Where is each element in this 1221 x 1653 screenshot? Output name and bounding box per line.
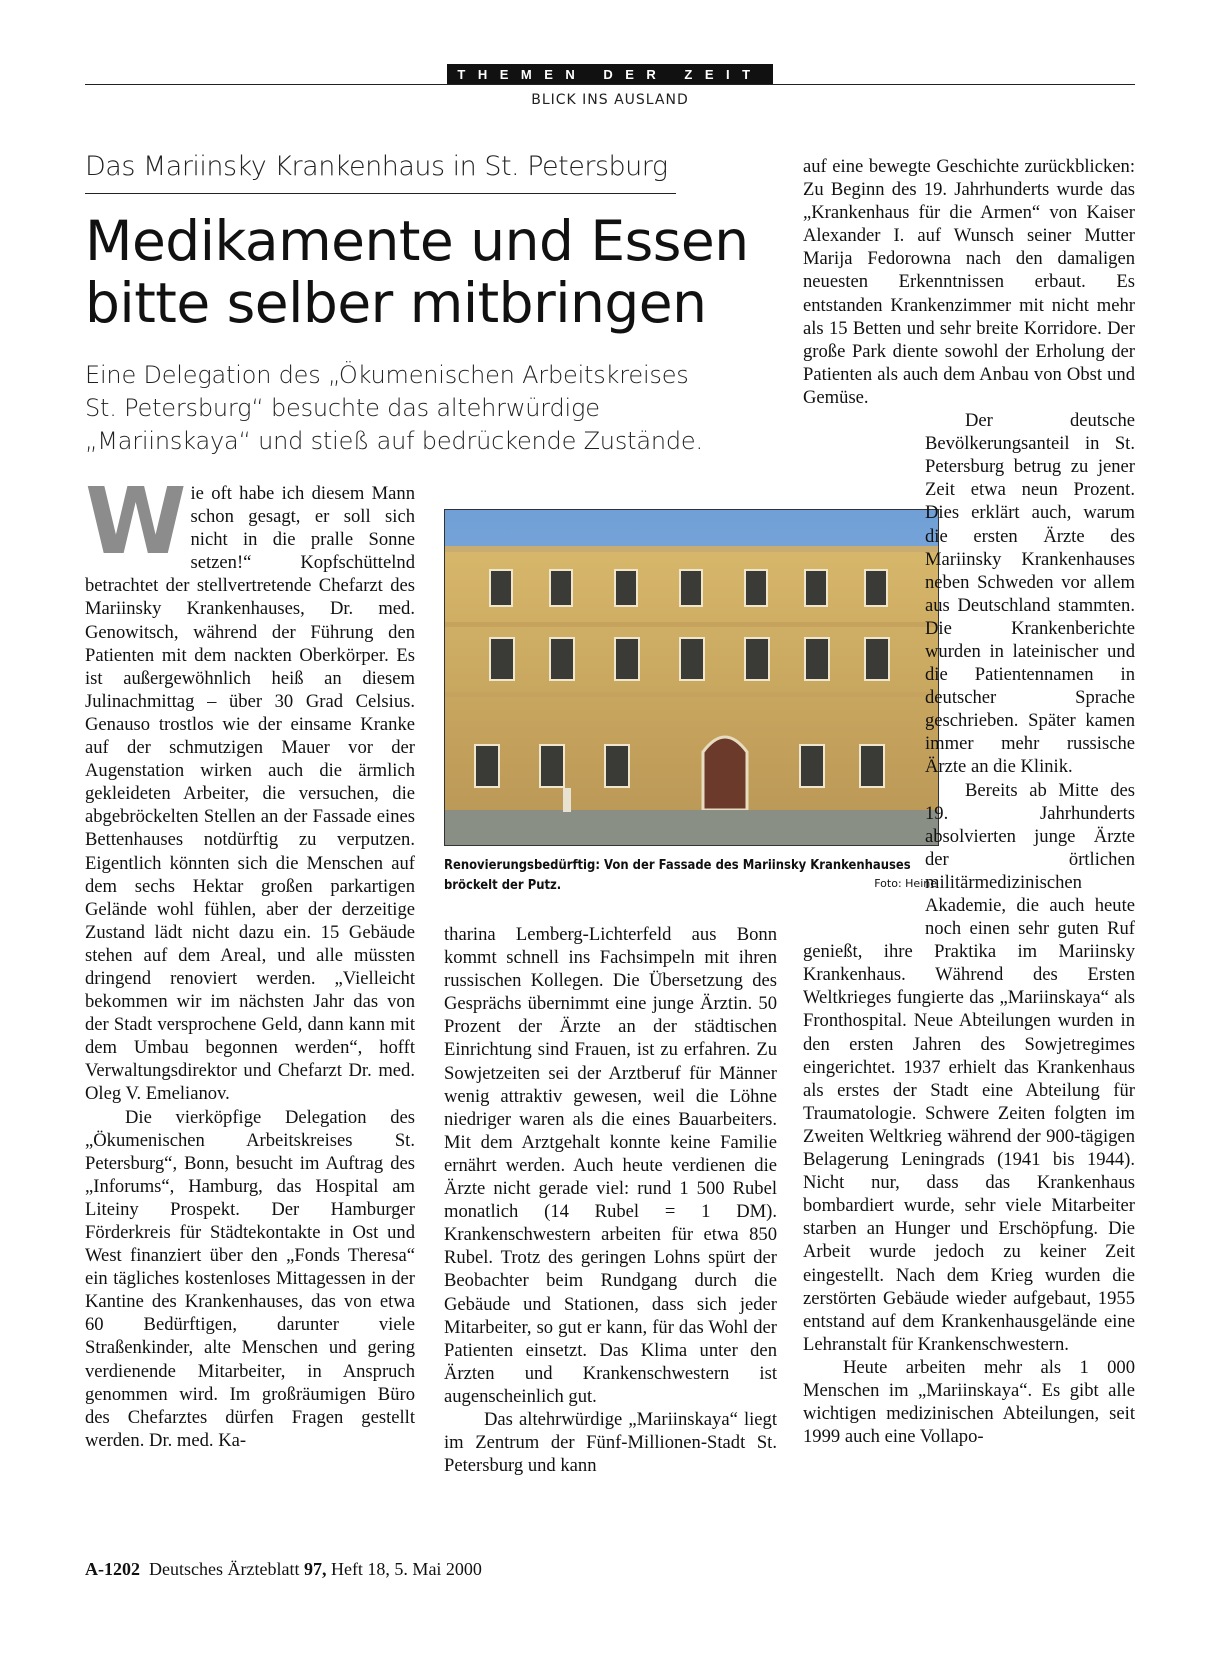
page-footer [85,1559,482,1580]
lead-line: Eine Delegation des „Ökumenischen Arbeitskreises [85,361,689,389]
paragraph: auf eine bewegte Geschichte zurückblicken: Zu Beginn des 19. Jahrhunderts wurde das „Krankenhaus für die Armen“ von Kaiser Alexander I. auf Wunsch seiner Mutter Marija Fedorowna nach den damaligen neuesten Erkenntnissen erbaut. Es entstanden Krankenzimmer mit nicht mehr als 15 Betten und sehr breite Korridore. Der große Park diente sowohl der Erholung der Patienten als auch dem Anbau von Obst und Gemüse. [803,156,1135,408]
section-label: THEMEN DER ZEIT [447,64,773,85]
paragraph: ie oft habe ich diesem Mann schon gesagt, er soll sich nicht in die pralle Sonne setzen!“ Kopfschüttelnd betrachtet der stellvertretende Chefarzt des Mariinsky Krankenhauses, Dr. med. Genowitsch, während der Führung den Patienten mit dem nackten Oberkörper. Es ist außergewöhnlich heiß an diesem Julinachmittag – über 30 Grad Celsius. Genauso trostlos wie der einsame Kranke auf der schmutzigen Mauer vor der Augenstation wirken auch die ärmlich gekleideten Arbeiter, die versuchen, die abgebröckelten Stellen an der Fassade eines Bettenhauses notdürftig zu verputzen. Eigentlich könnten sich die Menschen auf dem sechs Hektar großen parkartigen Gelände wohl fühlen, aber der derzeitige Zustand lädt nicht dazu ein. 15 Gebäude stehen auf dem Areal, und alle müssten dringend renoviert werden. „Vielleicht bekommen wir im nächsten Jahr das von der Stadt versprochene Geld, dann kann mit dem Umbau begonnen werden“, hofft Verwaltungsdirektor und Chefarzt Dr. med. Oleg V. Emelianov. [85,483,415,1105]
paragraph: tharina Lemberg-Lichterfeld aus Bonn kommt schnell ins Fachsimpeln mit ihren russischen Kollegen. Die Übersetzung des Gesprächs übernimmt eine junge Ärztin. 50 Prozent der Ärzte an der städtischen Einrichtung sind Frauen, ist zu erfahren. Zu Sowjetzeiten sei der Arztberuf für Männer wenig attraktiv gewesen, weil die Löhne niedriger waren als die eines Bauarbeiters. Mit dem Arztgehalt konnte keine Familie ernährt werden. Auch heute verdienen die Ärzte nicht gerade viel: rund 1 500 Rubel monatlich (14 Rubel = 1 DM). Krankenschwestern arbeiten für etwa 850 Rubel. Trotz des geringen Lohns spürt der Beobachter beim Rundgang durch die Gebäude und Stationen, dass sich jeder Mitarbeiter, so gut er kann, für das Wohl der Patienten einsetzt. Das Klima unter den Ärzten und Krankenschwestern ist augenscheinlich gut. [444,924,777,1407]
column-1 [85,468,415,1452]
paragraph: Bereits ab Mitte des 19. Jahrhunderts absolvierten junge Ärzte der örtlichen militärmedizinischen Akademie, die auch heute noch einen sehr guten Ruf genießt, ihre Praktika im Mariinsky Krankenhaus. Während des Ersten Weltkrieges fungierte das „Mariinskaya“ als Fronthospital. Neue Abteilungen wurden in den ersten Jahren des Sowjetregimes eingerichtet. 1937 erhielt das Krankenhaus als erstes der Stadt eine Abteilung für Traumatologie. Schwere Zeiten folgten im Zweiten Weltkrieg während der 900-tägigen Belagerung Leningrads (1941 bis 1944). Nicht nur, dass das Krankenhaus bombardiert wurde, sehr viele Mitarbeiter starben an Hunger und Erschöpfung. Die Arbeit wurde jedoch zu keiner Zeit eingestellt. Nach dem Krieg wurden die zerstörten Gebäude wieder aufgebaut, 1955 entstand auf dem Krankenhausgelände eine Lehranstalt für Krankenschwestern. [803,779,1135,1355]
lead-line: „Mariinskaya“ und stieß auf bedrückende Zustände. [85,427,703,455]
photo-credit: Foto: Heine [874,877,937,890]
headline-line: Medikamente und Essen [85,209,749,273]
article-kicker: Das Mariinsky Krankenhaus in St. Petersburg [85,151,668,182]
journal-issue: Heft 18, 5. Mai 2000 [330,1559,482,1579]
photo-caption: Renovierungsbedürftig: Von der Fassade des Mariinsky Krankenhauses bröckelt der Putz. [444,857,911,893]
header-rule [85,84,1135,85]
paragraph-text: Der deutsche Bevölkerungsanteil in St. Petersburg betrug zu jener Zeit etwa neun Prozent. Dies erklärt auch, warum die ersten Ärzte des Mariinsky Krankenhauses neben Schweden vor allem aus Deutschland stammten. Die Krankenberichte wurden in lateinischer und die Patientennamen in deutscher Sprache geschrieben. Später kamen immer mehr russische Ärzte an die Klinik. [925,410,1135,778]
paragraph: Heute arbeiten mehr als 1 000 Menschen im „Mariinskaya“. Es gibt alle wichtigen medizinischen Abteilungen, seit 1999 auch eine Vollapo- [803,1356,1135,1448]
paragraph [803,409,1135,779]
article-headline [85,210,785,334]
journal-volume: 97, [303,1559,327,1579]
paragraph: Die vierköpfige Delegation des „Ökumenischen Arbeitskreises St. Petersburg“, Bonn, besucht im Auftrag des „Inforums“, Hamburg, das Hospital am Liteiny Prospekt. Der Hamburger Förderkreis für Städtekontakte in Ost und West finanziert über den „Fonds Theresa“ ein tägliches kostenloses Mittagessen in der Kantine des Krankenhauses, das von etwa 60 Bedürftigen, darunter viele Straßenkinder, alte Menschen und gering verdienende Mitarbeiter, in Anspruch genommen wird. Im großräumigen Büro des Chefarztes dürfen Fragen gestellt werden. Dr. med. Ka- [85,1106,415,1451]
kicker-rule [85,193,676,194]
column-2 [444,923,777,1477]
page-number: A-1202 [85,1559,140,1579]
journal-name: Deutsches Ärzteblatt [149,1559,300,1579]
drop-cap: W [85,468,187,575]
article-lead [85,359,785,458]
subsection-label: BLICK INS AUSLAND [531,92,689,108]
column-3 [803,155,1135,1448]
lead-line: St. Petersburg“ besuchte das altehrwürdige [85,394,600,422]
paragraph: Das altehrwürdige „Mariinskaya“ liegt im Zentrum der Fünf-Millionen-Stadt St. Petersburg und kann [444,1408,777,1477]
image-wrap-spacer [763,456,925,922]
headline-line: bitte selber mitbringen [85,271,707,335]
